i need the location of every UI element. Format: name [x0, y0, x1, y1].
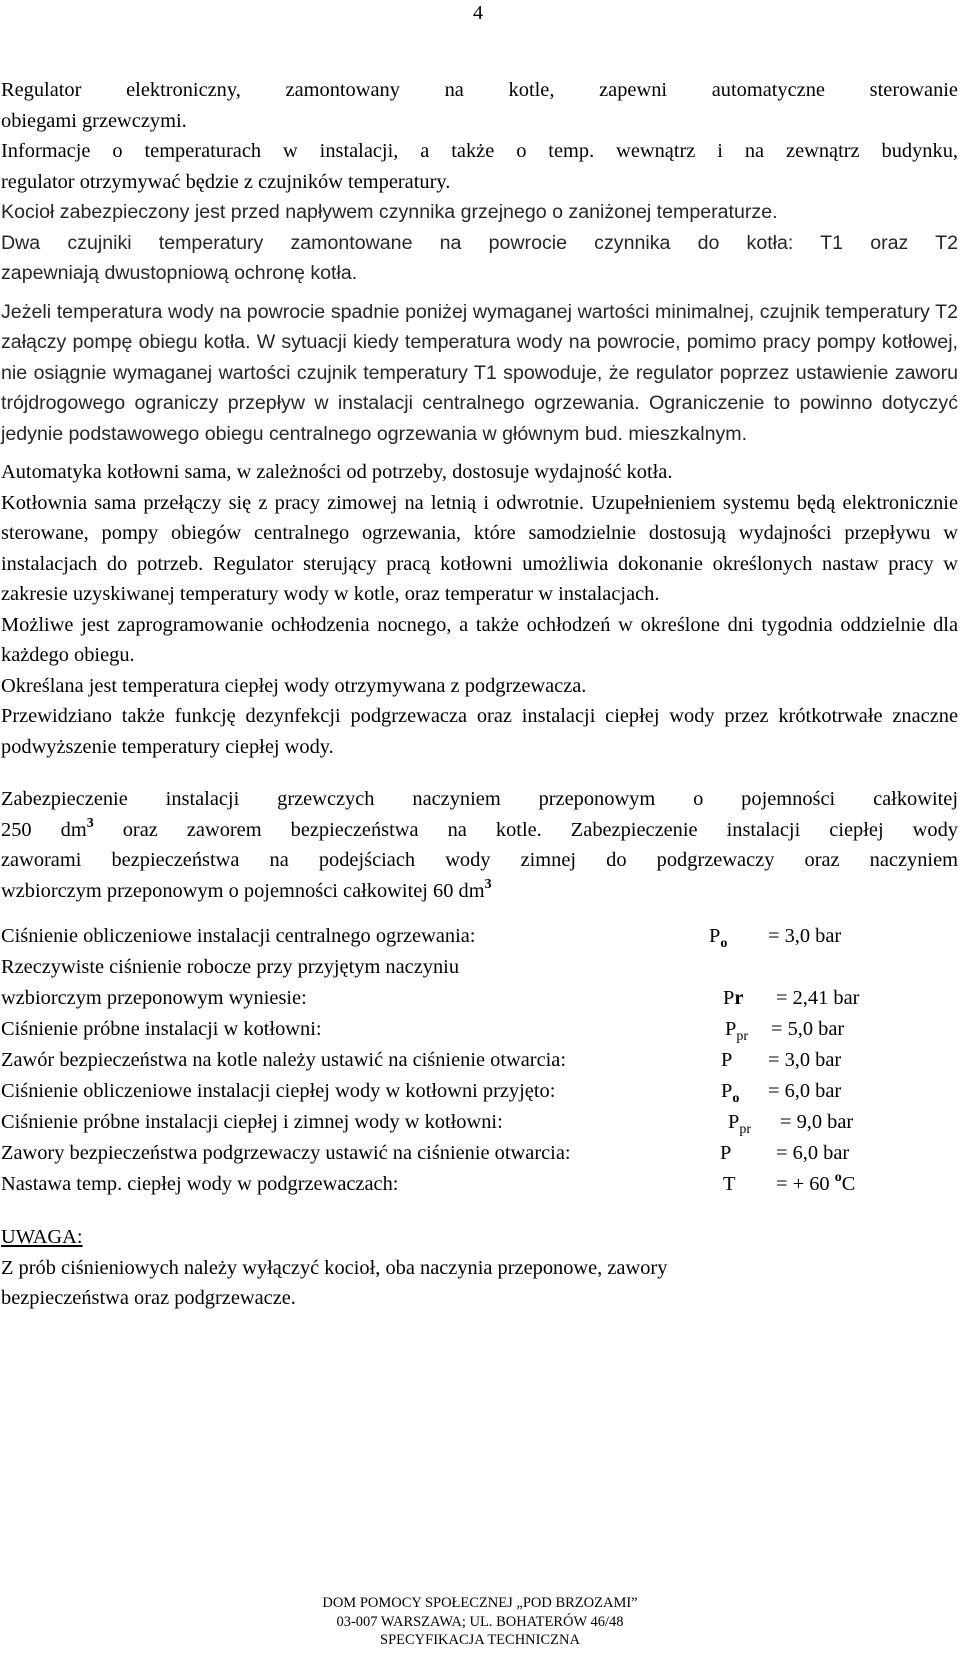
pressure-value: = 5,0 bar	[771, 1018, 845, 1040]
pressure-label: Nastawa temp. ciepłej wody w podgrzewaczach:	[1, 1173, 399, 1195]
uwaga-line1: Z prób ciśnieniowych należy wyłączyć kocioł, oba naczynia przeponowe, zawory	[1, 1256, 668, 1279]
pressure-row	[1, 1138, 958, 1169]
pressure-symbol: Pr	[723, 987, 744, 1009]
pressure-symbol: $P_o$	[721, 1080, 740, 1106]
page-number: 4	[473, 2, 483, 24]
pressure-row	[1, 952, 958, 983]
section3-line4: Określana jest temperatura ciepłej wody otrzymywana z podgrzewacza.	[1, 674, 587, 697]
pressure-value: = 9,0 bar	[780, 1111, 854, 1133]
footer-line2: 03-007 WARSZAWA; UL. BOHATERÓW 46/48	[336, 1613, 624, 1630]
section4-line4: wzbiorczym przeponowym o pojemności całkowitej 60 $dm^3$	[1, 876, 492, 902]
section4-line2: 250 $dm^3$ oraz zaworem bezpieczeństwa na kotle. Zabezpieczenie instalacji ciepłej wody	[1, 815, 958, 841]
document-body	[1, 75, 958, 1314]
section1-line4: regulator otrzymywać będzie z czujników temperatury.	[1, 170, 451, 193]
section2-paragraph: Jeżeli temperatura wody na powrocie spadnie poniżej wymaganej wartości minimalnej, czujnik temperatury T2 załączy pompę obiegu kotła. W sytuacji kiedy temperatura wody na powrocie, pomimo pracy pompy kotłowej, nie osiągnie wymaganej wartości czujnik temperatury T1 spowoduje, że regulator poprzez ustawienie zaworu trójdrogowego ograniczy przepływ w instalacji centralnego ogrzewania. Ograniczenie to powinno dotyczyć jedynie podstawowego obiegu centralnego ogrzewania w głównym bud. mieszkalnym.	[1, 300, 958, 445]
section1-line7: zapewniają dwustopniową ochronę kotła.	[1, 262, 358, 284]
section3-para5: Przewidziano także funkcję dezynfekcji podgrzewacza oraz instalacji ciepłej wody przez krótkotrwałe znaczne podwyższenie temperatury ciepłej wody.	[1, 705, 958, 758]
uwaga-line2: bezpieczeństwa oraz podgrzewacze.	[1, 1287, 296, 1309]
section4-line1: Zabezpieczenie instalacji grzewczych naczyniem przeponowym o pojemności całkowitej	[1, 788, 958, 810]
pressure-symbol: T	[723, 1173, 736, 1195]
footer-line1: DOM POMOCY SPOŁECZNEJ „POD BRZOZAMI”	[322, 1595, 638, 1611]
section4-line3: zaworami bezpieczeństwa na podejściach wody zimnej do podgrzewaczy oraz naczyniem	[1, 849, 958, 871]
pressure-row	[1, 1107, 958, 1138]
pressure-value: = 2,41 bar	[776, 987, 860, 1009]
section1-line1: Regulator elektroniczny, zamontowany na kotle, zapewni automatyczne sterowanie	[1, 79, 958, 101]
section1-line6: Dwa czujniki temperatury zamontowane na powrocie czynnika do kotła: T1 oraz T2	[1, 231, 958, 254]
pressure-row	[1, 921, 958, 952]
pressure-label: wzbiorczym przeponowym wyniesie:	[1, 987, 307, 1009]
pressure-value: = 6,0 bar	[776, 1142, 850, 1164]
pressure-symbol: $P_{pr}$	[728, 1111, 752, 1137]
pressure-row	[1, 1076, 958, 1107]
section3-para2: Kotłownia sama przełączy się z pracy zimowej na letnią i odwrotnie. Uzupełnieniem systemu będą elektronicznie sterowane, pompy obiegów centralnego ogrzewania, które samodzielnie dostosują wydajności przepływu w instalacjach do potrzeb. Regulator sterujący pracą kotłowni umożliwia dokonanie określonych nastaw pracy w zakresie uzyskiwanej temperatury wody w kotle, oraz temperatur w instalacjach.	[1, 491, 958, 605]
pressure-label: Rzeczywiste ciśnienie robocze przy przyjętym naczyniu	[1, 956, 460, 978]
section1-line5: Kocioł zabezpieczony jest przed napływem czynnika grzejnego o zaniżonej temperaturze.	[1, 201, 778, 223]
pressure-table	[1, 921, 958, 1200]
pressure-value: = + 60 $^o$C	[776, 1170, 856, 1195]
pressure-symbol: P	[721, 1049, 733, 1071]
page-footer	[0, 1594, 960, 1650]
pressure-row	[1, 1169, 958, 1200]
pressure-label: Ciśnienie próbne instalacji w kotłowni:	[1, 1018, 322, 1040]
section1-line3: Informacje o temperaturach w instalacji, a także o temp. wewnątrz i na zewnątrz budynku,	[1, 140, 958, 162]
pressure-value: = 3,0 bar	[768, 925, 842, 947]
section3-para3: Możliwe jest zaprogramowanie ochłodzenia nocnego, a także ochłodzeń w określone dni tygodnia oddzielnie dla każdego obiegu.	[1, 613, 958, 666]
pressure-label: Ciśnienie próbne instalacji ciepłej i zimnej wody w kotłowni:	[1, 1111, 503, 1133]
pressure-label: Zawór bezpieczeństwa na kotle należy ustawić na ciśnienie otwarcia:	[1, 1049, 567, 1071]
section1-line2: obiegami grzewczymi.	[1, 109, 187, 132]
pressure-label: Zawory bezpieczeństwa podgrzewaczy ustawić na ciśnienie otwarcia:	[1, 1142, 571, 1164]
pressure-row	[1, 1045, 958, 1076]
pressure-label: Ciśnienie obliczeniowe instalacji ciepłej wody w kotłowni przyjęto:	[1, 1080, 556, 1102]
pressure-label: Ciśnienie obliczeniowe instalacji centralnego ogrzewania:	[1, 925, 476, 947]
pressure-row	[1, 1014, 958, 1045]
pressure-symbol: $P_{pr}$	[725, 1018, 749, 1044]
pressure-symbol: P	[720, 1142, 732, 1164]
pressure-value: = 6,0 bar	[768, 1080, 842, 1102]
uwaga-title: UWAGA:	[1, 1226, 83, 1248]
pressure-row	[1, 983, 958, 1014]
footer-line3: SPECYFIKACJA TECHNICZNA	[380, 1632, 580, 1648]
pressure-value: = 3,0 bar	[768, 1049, 842, 1071]
pressure-symbol: $P_o$	[709, 925, 728, 951]
section3-line1: Automatyka kotłowni sama, w zależności od potrzeby, dostosuje wydajność kotła.	[1, 461, 673, 483]
